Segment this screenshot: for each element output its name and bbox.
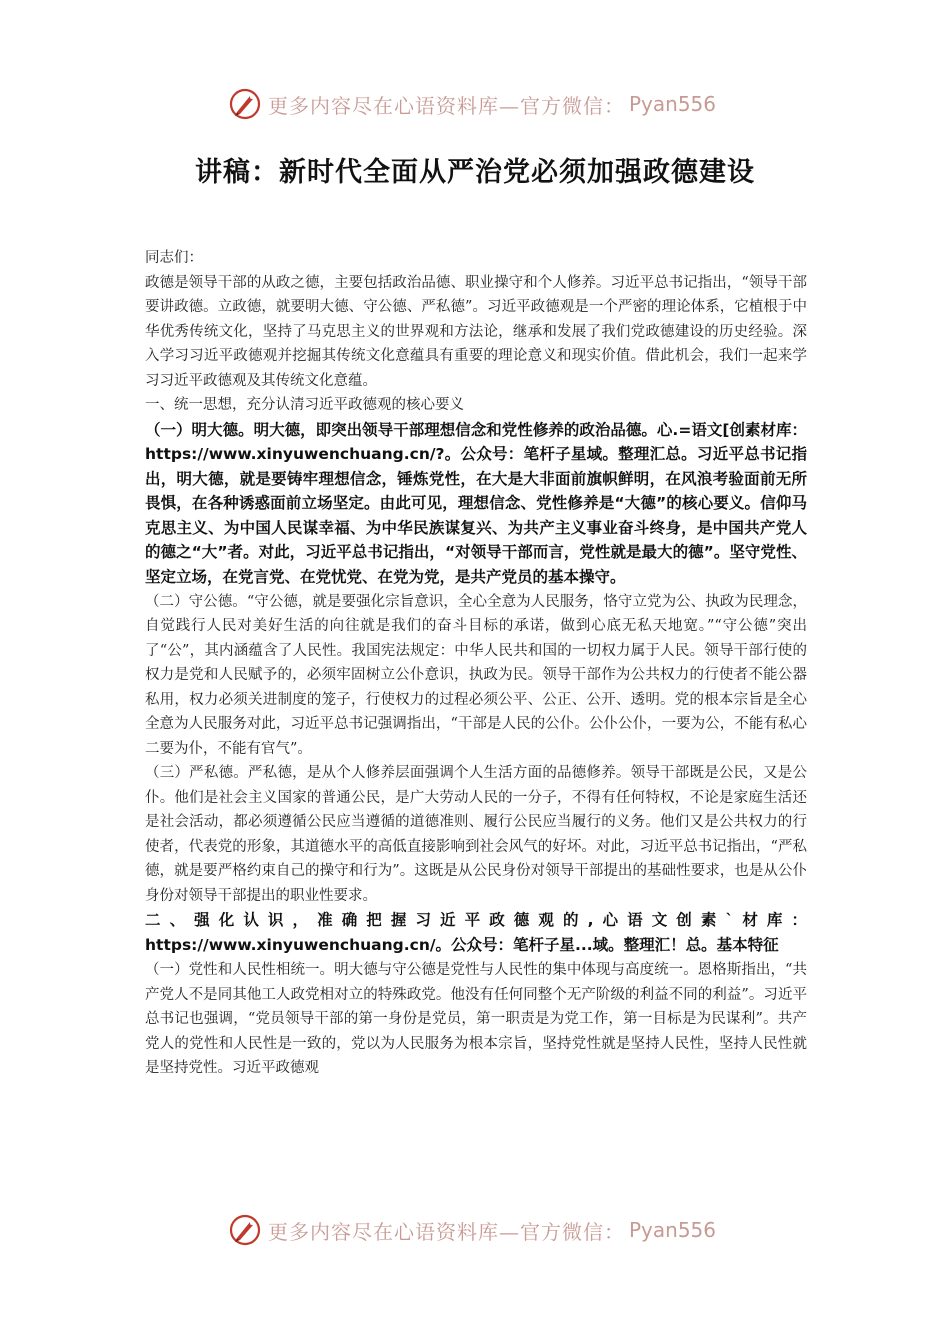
document-title: 讲稿：新时代全面从严治党必须加强政德建设: [195, 157, 755, 188]
paragraph-yan-si-de: （三）严私德。严私德，是从个人修养层面强调个人生活方面的品德修养。领导干部既是公民，又是公仆。他们是社会主义国家的普通公民，是广大劳动人民的一分子，不得有任何特权，不论是家庭生活还是社会活动，都必须遵循公民应当遵循的道德准则、履行公民应当履行的义务。他们又是公共权力的行使者，代表党的形象，其道德水平的高低直接影响到社会风气的好坏。对此，习近平总书记指出，“严私德，就是要严格约束自己的操守和行为”。这既是从公民身份对领导干部提出的基础性要求，也是从公仆身份对领导干部提出的职业性要求。: [145, 765, 807, 904]
intro-paragraph: 政德是领导干部的从政之德，主要包括政治品德、职业操守和个人修养。习近平总书记指出，“领导干部要讲政德。立政德，就要明大德、守公德、严私德”。习近平政德观是一个严密的理论体系，它植根于中华优秀传统文化，坚持了马克思主义的世界观和方法论，继承和发展了我们党政德建设的历史经验。深入学习习近平政德观并挖掘其传统文化意蕴具有重要的理论意义和现实价值。借此机会，我们一起来学习习近平政德观及其传统文化意蕴。: [145, 274, 807, 389]
paragraph-shou-gong-de: （二）守公德。“守公德，就是要强化宗旨意识，全心全意为人民服务，恪守立党为公、执政为民理念，自觉践行人民对美好生活的向往就是我们的奋斗目标的承诺，做到心底无私天地宽。”“守公德”突出了“公”，其内涵蕴含了人民性。我国宪法规定：中华人民共和国的一切权力属于人民。领导干部行使的权力是党和人民赋予的，必须牢固树立公仆意识，执政为民。领导干部作为公共权力的行使者不能公器私用，权力必须关进制度的笼子，行使权力的过程必须公平、公正、公开、透明。党的根本宗旨是全心全意为人民服务对此，习近平总书记强调指出，“干部是人民的公仆。公仆公仆，一要为公，不能有私心二要为仆，不能有官气”。: [145, 593, 807, 757]
section-heading-2: 二、强化认识，准确把握习近平政德观的,心语文创素`材库：https://www.xinyuwenchuang.cn/。公众号：笔杆子星...域。整理汇！总。基本特征: [145, 911, 807, 955]
paragraph-ming-da-de: （一）明大德。明大德，即突出领导干部理想信念和党性修养的政治品德。心.=语文[创素材库：https://www.xinyuwenchuang.cn/?。公众号：笔杆子星域。整理汇总。习近平总书记指出，明大德，就是要铸牢理想信念，锤炼党性，在大是大非面前旗帜鲜明，在风浪考验面前无所畏惧，在各种诱惑面前立场坚定。由此可见，理想信念、党性修养是“大德”的核心要义。信仰马克思主义、为中国人民谋幸福、为中华民族谋复兴、为共产主义事业奋斗终身，是中国共产党人的德之“大”者。对此，习近平总书记指出，“对领导干部而言，党性就是最大的德”。坚守党性、坚定立场，在党言党、在党忧党、在党为党，是共产党员的基本操守。: [145, 420, 807, 587]
watermark-footer: [228, 1210, 748, 1250]
watermark-text: 更多内容尽在心语资料库—官方微信：: [268, 1219, 625, 1244]
document-body: [145, 246, 807, 1081]
section-heading-1: 一、统一思想，充分认清习近平政德观的核心要义: [145, 397, 464, 413]
watermark-wechat-id: Pyan556: [629, 1218, 717, 1242]
watermark-text: 更多内容尽在心语资料库—官方微信：: [268, 93, 625, 118]
paragraph-dang-xing-ren-min-xing: （一）党性和人民性相统一。明大德与守公德是党性与人民性的集中体现与高度统一。恩格斯指出，“共产党人不是同其他工人政党相对立的特殊政党。他没有任何同整个无产阶级的利益不同的利益”。习近平总书记也强调，“党员领导干部的第一身份是党员，第一职责是为党工作，第一目标是为民谋利”。共产党人的党性和人民性是一致的，党以为人民服务为根本宗旨，坚持党性就是坚持人民性，坚持人民性就是坚持党性。习近平政德观: [145, 962, 807, 1077]
watermark-wechat-id: Pyan556: [629, 92, 717, 116]
watermark-header: [228, 84, 748, 124]
pen-logo-icon: [228, 1213, 262, 1247]
salutation: 同志们：: [145, 250, 203, 266]
pen-logo-icon: [228, 87, 262, 121]
